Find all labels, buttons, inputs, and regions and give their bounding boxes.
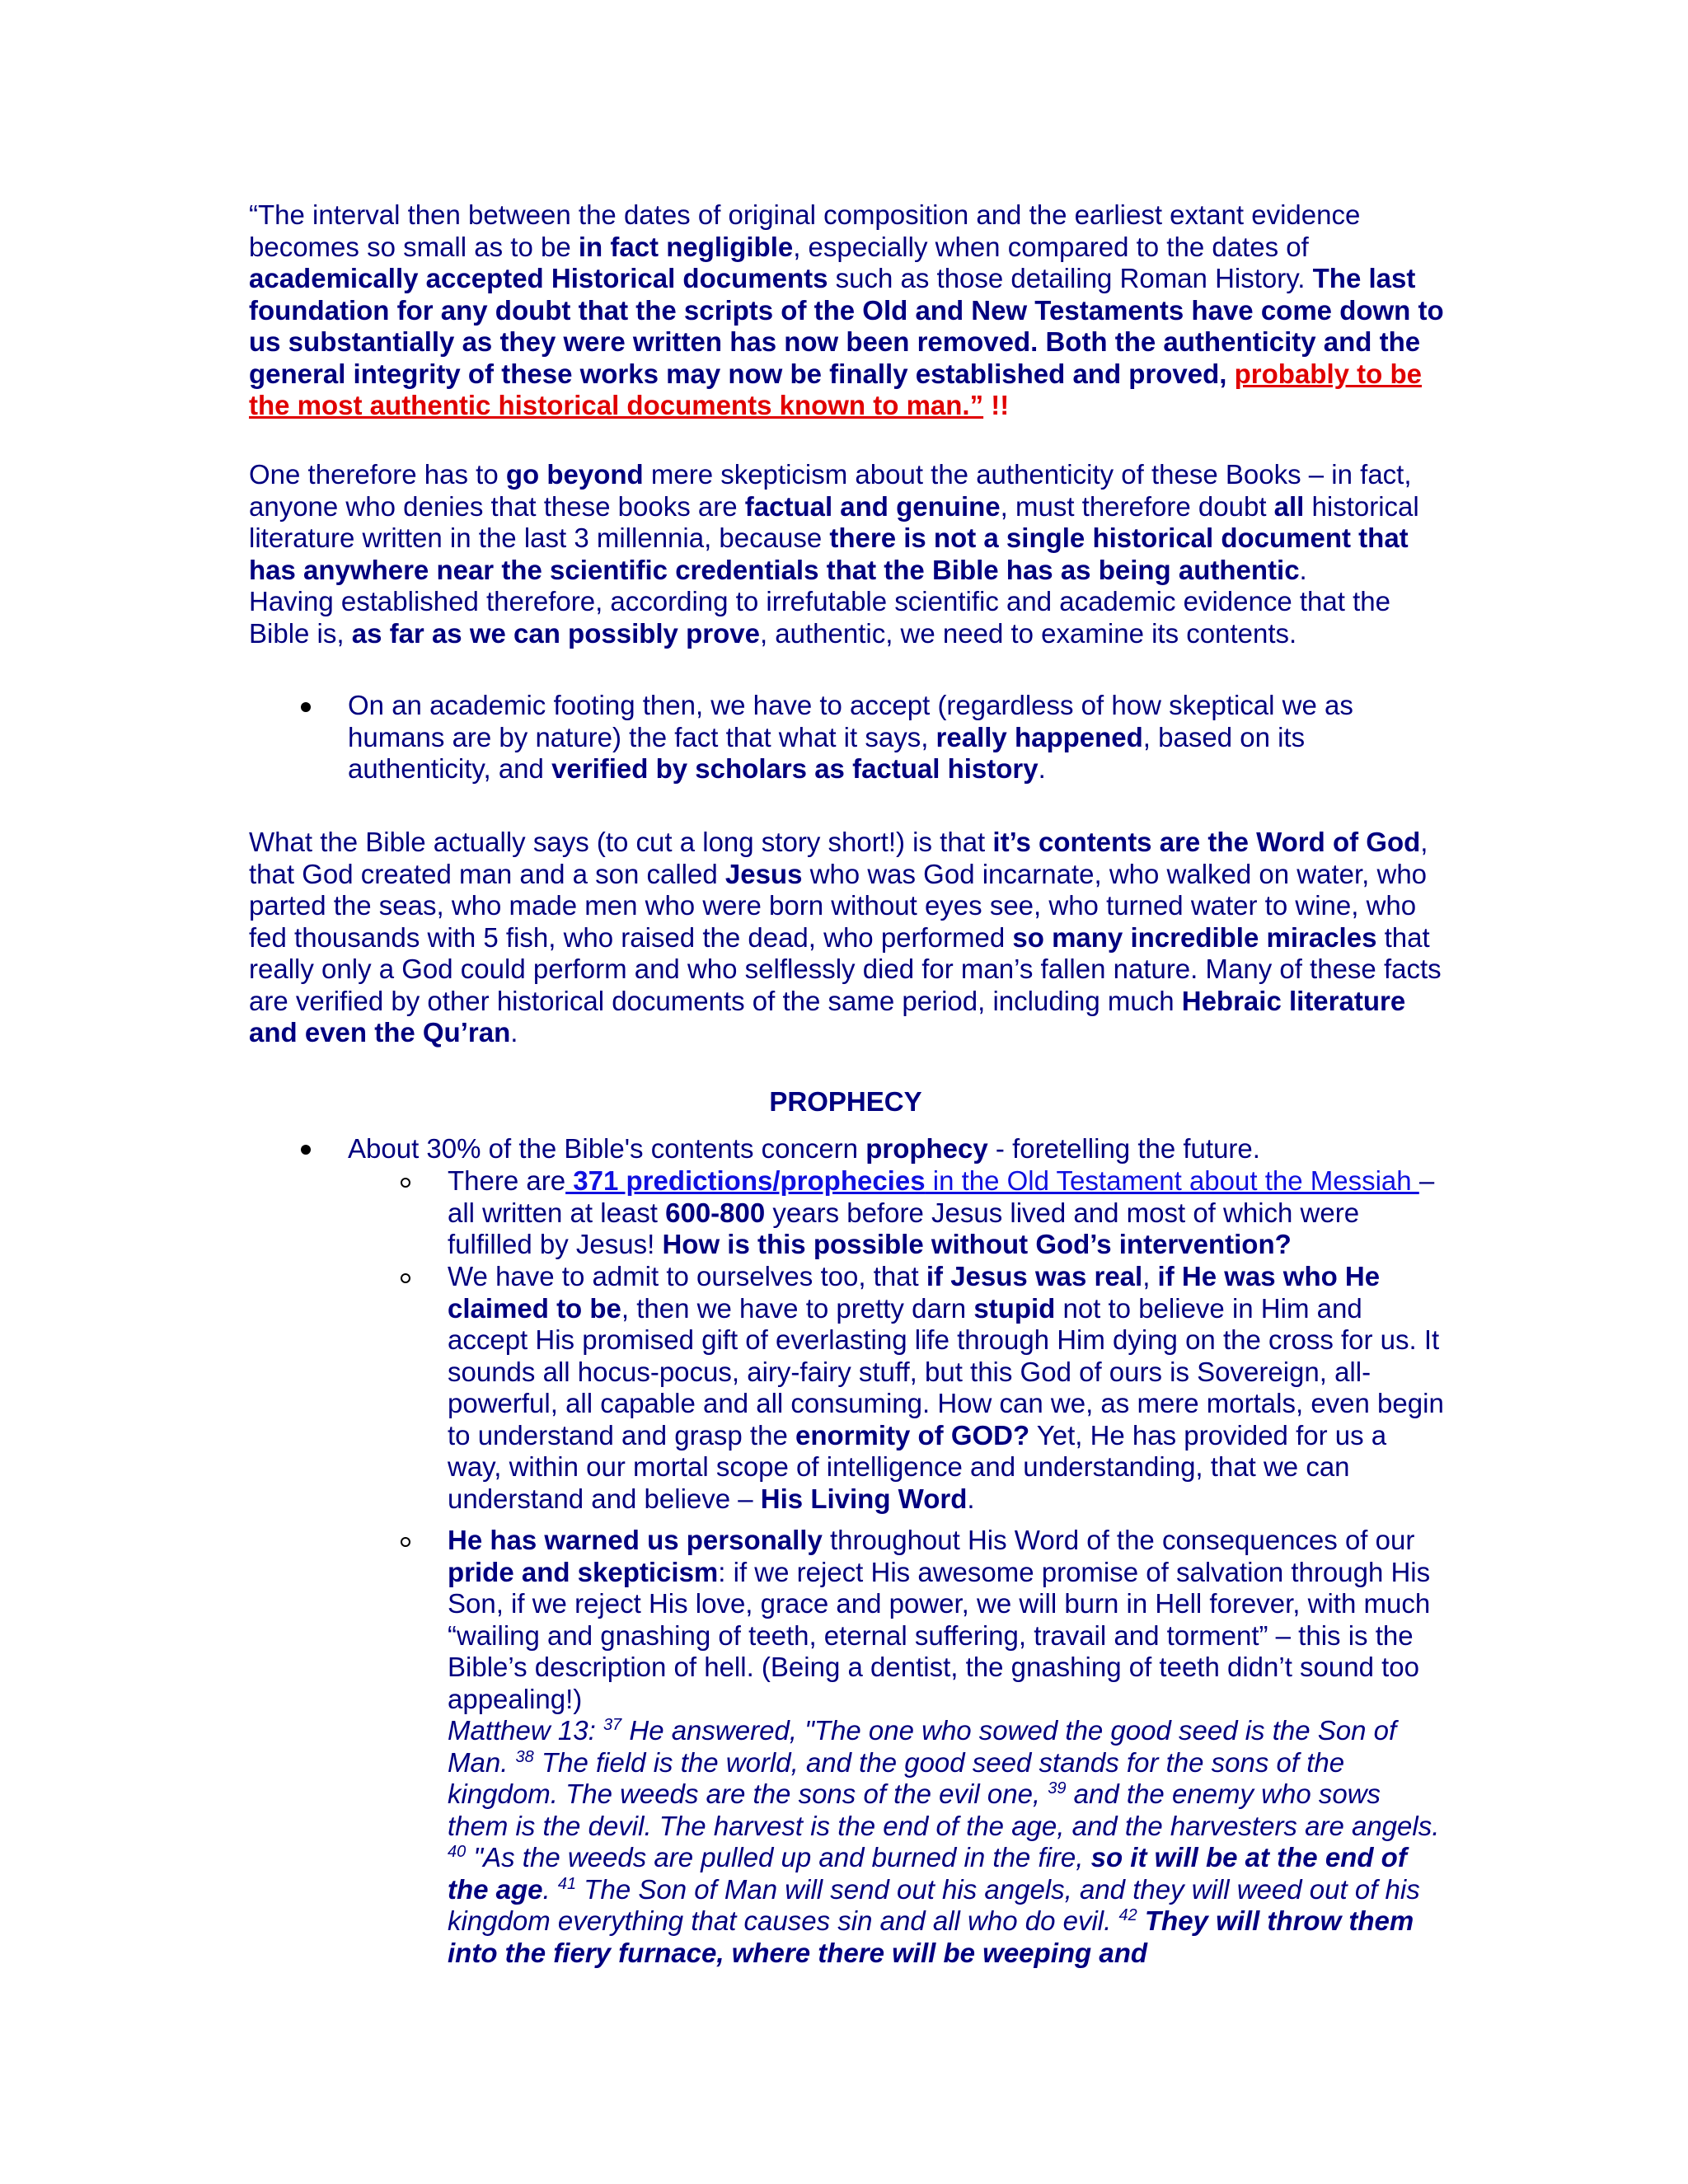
bold-run: so many incredible miracles — [1012, 921, 1377, 953]
text-run: , must therefore doubt — [1000, 490, 1274, 522]
text-run: years before Jesus lived and most of which were fulfilled by Jesus! — [448, 1197, 1360, 1259]
sub-bullet-circle-icon — [401, 1178, 410, 1188]
text-run: not to believe in Him and accept His promised gift of everlasting life through Him dying on the cross for us. It sounds all hocus-pocus, airy-fairy stuff, but this God of ours is Sovereign, all-powerful, all capable and all consuming. How can we, as mere mortals, even begin to understand and grasp the — [448, 1292, 1444, 1451]
text-run: . — [1038, 753, 1046, 784]
bold-run: Hebraic literature and even the Qu’ran — [249, 985, 1406, 1047]
prophecy-bullet-text — [348, 1133, 1419, 1165]
bible-says-paragraph — [249, 827, 1452, 1049]
bullet-dot-icon — [301, 1145, 311, 1155]
bold-run: if Jesus was real — [926, 1261, 1143, 1291]
text-run: , that God created man and a son called — [249, 827, 1428, 889]
predictions-sub-bullet — [448, 1165, 1445, 1261]
text-run: : if we reject His awesome promise of salvation through His Son, if we reject His love, grace and power, we will burn in Hell forever, with much “wailing and gnashing of teeth, eternal suffering, travail and torment” – this is the Bible’s description of hell. (Being a dentist, the gnashing of teeth didn’t sound too appealing!) — [448, 1556, 1431, 1714]
text-run: The field is the world, and the good seed stands for the sons of the kingdom. The weeds are the sons of the evil one, — [448, 1746, 1345, 1809]
scripture-reference: Matthew 13: — [448, 1715, 603, 1746]
bold-run: if He was who He claimed to be — [448, 1261, 1381, 1324]
bold-run: pride and skepticism — [448, 1556, 719, 1587]
bold-run: stupid — [973, 1292, 1056, 1324]
bold-run: go beyond — [505, 459, 644, 490]
text-run: , authentic, we need to examine its contents. — [759, 617, 1297, 649]
bold-run: really happened — [935, 721, 1143, 752]
verse-number: 42 — [1118, 1906, 1137, 1924]
admit-text — [448, 1261, 1445, 1515]
text-run: What the Bible actually says (to cut a long story short!) is that — [249, 827, 993, 857]
text-run: "As the weeds are pulled up and burned in the fire, — [466, 1842, 1091, 1872]
authenticity-paragraph — [249, 459, 1452, 649]
text-run: , based on its authenticity, and — [348, 721, 1306, 784]
text-run: historical literature written in the last 3 millennia, because — [249, 490, 1419, 553]
text-run: and the enemy who sows them is the devil. The harvest is the end of the age, and the harvesters are angels. — [448, 1779, 1440, 1841]
scripture-quote — [448, 1715, 1445, 1969]
link-bold-run: 371 predictions/prophecies — [565, 1165, 926, 1196]
text-run: , especially when compared to the dates of — [793, 231, 1309, 262]
bold-run: all — [1273, 490, 1305, 522]
bold-run: How is this possible without God’s intervention? — [662, 1229, 1292, 1259]
messiah-prophecies-link[interactable] — [565, 1165, 1419, 1196]
predictions-text — [448, 1165, 1445, 1261]
text-run: , — [1142, 1261, 1158, 1291]
bold-run: The last foundation for any doubt that the scripts of the Old and New Testaments have come down to us substantially as they were written has now been removed. Both the authenticity and the general integrity of these works may now be finally established and proved, — [249, 263, 1444, 389]
bold-run: academically accepted Historical documents — [249, 263, 828, 293]
bold-run: as far as we can possibly prove — [351, 617, 760, 649]
bold-run: 600-800 — [665, 1197, 766, 1228]
text-run: About 30% of the Bible's contents concern — [348, 1133, 866, 1164]
text-run: - foretelling the future. — [987, 1133, 1260, 1164]
text-run: such as those detailing Roman History. — [828, 263, 1313, 293]
text-run: – all written at least — [448, 1165, 1435, 1228]
text-run: . — [967, 1483, 975, 1514]
text-run: . — [510, 1017, 518, 1047]
text-run: who was God incarnate, who walked on water, who parted the seas, who made men who were born without eyes see, who turned water to wine, who fed thousands with 5 fish, who raised the dead, who performed — [249, 858, 1428, 953]
link-text-run: in the Old Testament about the Messiah — [925, 1165, 1419, 1196]
quote-text — [249, 199, 1452, 422]
text-run: throughout His Word of the consequences of our — [822, 1525, 1415, 1555]
academic-bullet-text — [348, 690, 1419, 785]
authenticity-text — [249, 459, 1452, 586]
text-run: We have to admit to ourselves too, that — [448, 1261, 926, 1291]
verse-number: 37 — [603, 1716, 622, 1734]
quote-paragraph — [249, 199, 1452, 422]
bold-run: His Living Word — [760, 1483, 968, 1514]
academic-bullet — [348, 690, 1419, 785]
text-run: Having established therefore, according to irrefutable scientific and academic evidence that the Bible is, — [249, 586, 1390, 649]
established-text — [249, 586, 1452, 649]
warned-text — [448, 1525, 1445, 1715]
bold-run: there is not a single historical document that has anywhere near the scientific credentials that the Bible has as being authentic — [249, 523, 1409, 585]
text-run: “The interval then between the dates of original composition and the earliest extant evidence becomes so small as to be — [249, 199, 1361, 262]
text-run: . — [1299, 554, 1307, 585]
text-run: Yet, He has provided for us a way, within our mortal scope of intelligence and understanding, that we can understand and believe – — [448, 1419, 1387, 1514]
text-run: , then we have to pretty darn — [621, 1292, 974, 1324]
verse-number: 39 — [1048, 1779, 1067, 1797]
bible-says-text — [249, 827, 1452, 1049]
bold-run: Jesus — [724, 858, 803, 889]
admit-sub-bullet — [448, 1261, 1445, 1515]
verse-number: 38 — [515, 1747, 534, 1766]
bold-run: He has warned us personally — [448, 1525, 823, 1555]
bold-run: it’s contents are the Word of God — [992, 827, 1421, 857]
warned-sub-bullet — [448, 1525, 1445, 1969]
red-emphasis: probably to be the most authentic historical documents known to man.” — [249, 358, 1422, 420]
text-run: There are — [448, 1165, 566, 1196]
text-run: . — [542, 1873, 558, 1905]
bold-run: They will throw them into the fiery furnace, where there will be weeping and — [448, 1905, 1414, 1968]
prophecy-heading: PROPHECY — [769, 1086, 922, 1117]
bold-run: so it will be at the end of the age — [448, 1842, 1407, 1905]
text-run: One therefore has to — [249, 459, 506, 490]
text-run: that really only a God could perform and who selflessly died for man’s fallen nature. Many of these facts are verified by other historical documents of the same period, including much — [249, 921, 1442, 1016]
bold-run: prophecy — [865, 1133, 988, 1164]
bold-run: verified by scholars as factual history — [551, 753, 1039, 784]
text-run: mere skepticism about the authenticity of these Books – in fact, anyone who denies that these books are — [249, 459, 1412, 522]
bold-run: in fact negligible — [578, 231, 794, 262]
bullet-dot-icon — [301, 702, 311, 712]
text-run: The Son of Man will send out his angels, and they will weed out of his kingdom everything that causes sin and all who do evil. — [448, 1873, 1420, 1936]
verse-number: 41 — [557, 1874, 577, 1893]
bold-run: enormity of GOD? — [795, 1419, 1030, 1451]
prophecy-bullet — [348, 1133, 1419, 1165]
red-exclaim: !! — [991, 390, 1010, 420]
sub-bullet-circle-icon — [401, 1273, 410, 1283]
text-run: On an academic footing then, we have to accept (regardless of how skeptical we as humans are by nature) the fact that what it says, — [348, 690, 1353, 752]
text-run: He answered, "The one who sowed the good seed is the Son of Man. — [448, 1715, 1397, 1778]
sub-bullet-circle-icon — [401, 1537, 410, 1547]
verse-number: 40 — [448, 1843, 467, 1861]
bold-run: factual and genuine — [744, 490, 1001, 522]
